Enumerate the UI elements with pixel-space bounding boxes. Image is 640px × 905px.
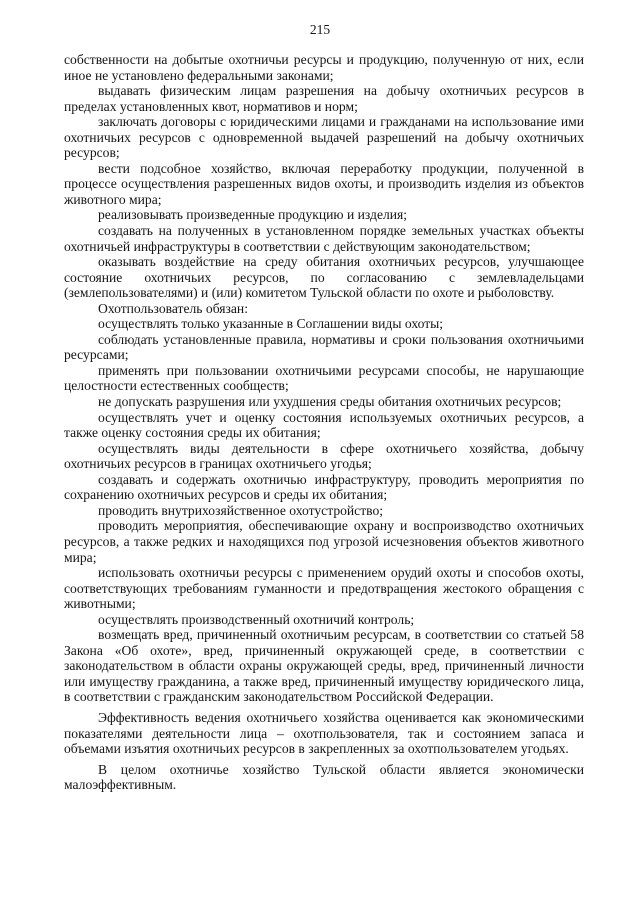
paragraph: использовать охотничьи ресурсы с применением орудий охоты и способов охоты, соответствующих требованиям гуманности и предотвращения жестокого обращения с животными; bbox=[64, 565, 584, 612]
paragraph: создавать на полученных в установленном порядке земельных участках объекты охотничьей инфраструктуры в соответствии с действующим законодательством; bbox=[64, 223, 584, 254]
paragraph: создавать и содержать охотничью инфраструктуру, проводить мероприятия по сохранению охотничьих ресурсов и среды их обитания; bbox=[64, 471, 584, 503]
paragraph: применять при пользовании охотничьими ресурсами способы, не нарушающие целостности естественных сообществ; bbox=[64, 362, 584, 394]
paragraph: Эффективность ведения охотничьего хозяйства оценивается как экономическими показателями деятельности лица – охотпользователя, так и состоянием запаса и объемами изъятия охотничьих ресурсов в закрепленных за охотпользователем угодьях. bbox=[64, 709, 584, 757]
paragraph: не допускать разрушения или ухудшения среды обитания охотничьих ресурсов; bbox=[98, 394, 562, 410]
paragraph: заключать договоры с юридическими лицами и гражданами на использование ими охотничьих ресурсов с одновременной выдачей разрешений на добычу охотничьих ресурсов; bbox=[64, 114, 584, 161]
paragraph: соблюдать установленные правила, нормативы и сроки пользования охотничьими ресурсами; bbox=[64, 331, 584, 363]
paragraph: проводить мероприятия, обеспечивающие охрану и воспроизводство охотничьих ресурсов, а также редких и находящихся под угрозой исчезновения объектов животного мира; bbox=[64, 518, 584, 565]
page-number: 215 bbox=[309, 22, 331, 37]
paragraph: осуществлять учет и оценку состояния используемых охотничьих ресурсов, а также оценку состояния среды их обитания; bbox=[64, 409, 584, 441]
paragraph: выдавать физическим лицам разрешения на добычу охотничьих ресурсов в пределах установленных квот, нормативов и норм; bbox=[64, 83, 584, 114]
paragraph: вести подсобное хозяйство, включая переработку продукции, полученной в процессе осуществления разрешенных видов охоты, и производить изделия из объектов животного мира; bbox=[64, 160, 584, 207]
paragraph: возмещать вред, причиненный охотничьим ресурсам, в соответствии со статьей 58 Закона «Об охоте», вред, причиненный окружающей среде, в соответствии с законодательством в области охраны окружающей среды, вред, причиненный личности или имуществу гражданина, а также вред, причиненный имуществу юридического лица, в соответствии с гражданским законодательством Российской Федерации. bbox=[64, 627, 584, 705]
paragraph: В целом охотничье хозяйство Тульской области является экономически малоэффективным. bbox=[64, 761, 584, 793]
paragraph: проводить внутрихозяйственное охотустройство; bbox=[98, 502, 384, 518]
body-text bbox=[64, 52, 584, 793]
paragraph: осуществлять виды деятельности в сфере охотничьего хозяйства, добычу охотничьих ресурсов в границах охотничьего угодья; bbox=[64, 440, 584, 472]
paragraph: осуществлять только указанные в Соглашении виды охоты; bbox=[98, 316, 444, 332]
paragraph: собственности на добытые охотничьи ресурсы и продукцию, полученную от них, если иное не установлено федеральными законами; bbox=[64, 52, 584, 83]
paragraph: оказывать воздействие на среду обитания охотничьих ресурсов, улучшающее состояние охотничьих ресурсов, по согласованию с землевладельцами (землепользователями) и (или) комитетом Тульской области по охоте и рыболовству. bbox=[64, 254, 584, 301]
paragraph: Охотпользователь обязан: bbox=[98, 300, 248, 316]
paragraph: осуществлять производственный охотничий контроль; bbox=[98, 611, 415, 627]
paragraph: реализовывать произведенные продукцию и изделия; bbox=[98, 207, 408, 223]
